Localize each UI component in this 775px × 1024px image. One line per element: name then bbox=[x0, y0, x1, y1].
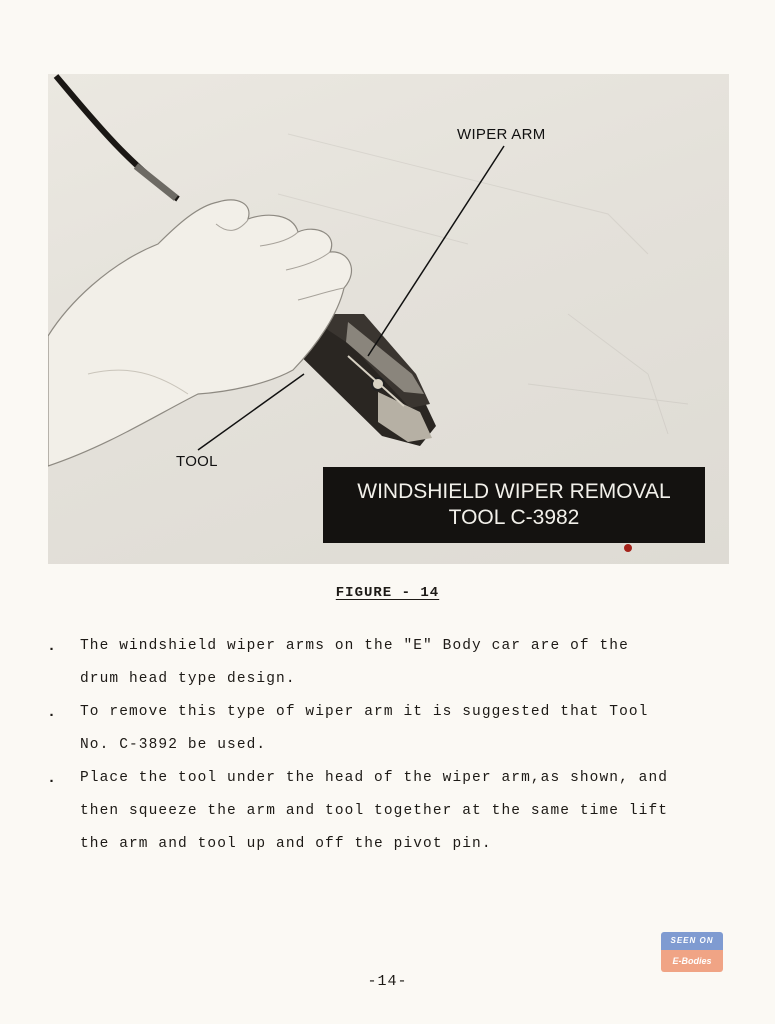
hand-shape bbox=[48, 200, 351, 466]
list-item bbox=[0, 630, 775, 696]
figure-label-text: FIGURE - 14 bbox=[335, 585, 440, 601]
list-item bbox=[0, 696, 775, 762]
caption-line-2: TOOL C-3982 bbox=[448, 506, 580, 529]
watermark-line-1: SEEN ON bbox=[661, 932, 723, 950]
figure-caption-box bbox=[323, 467, 705, 543]
wiper-arm-leader-line bbox=[368, 146, 504, 356]
list-item bbox=[0, 762, 775, 861]
instruction-list bbox=[0, 630, 775, 861]
list-item-line: drum head type design. bbox=[80, 671, 296, 687]
list-item-line: the arm and tool up and off the pivot pin. bbox=[80, 836, 492, 852]
list-item-line: The windshield wiper arms on the "E" Body car are of the bbox=[80, 638, 629, 654]
list-item-line: then squeeze the arm and tool together at the same time lift bbox=[80, 803, 669, 819]
page-number: -14- bbox=[367, 973, 408, 990]
figure-photo bbox=[48, 74, 729, 564]
list-item-line: Place the tool under the head of the wiper arm,as shown, and bbox=[80, 770, 669, 786]
bullet-marker: . bbox=[47, 638, 57, 655]
caption-line-1: WINDSHIELD WIPER REMOVAL bbox=[357, 480, 671, 503]
watermark-line-2: E-Bodies bbox=[661, 950, 723, 972]
bullet-marker: . bbox=[47, 704, 57, 721]
bullet-marker: . bbox=[47, 770, 57, 787]
list-item-line: To remove this type of wiper arm it is suggested that Tool bbox=[80, 704, 649, 720]
stain-mark bbox=[624, 544, 632, 552]
list-item-line: No. C-3892 be used. bbox=[80, 737, 267, 753]
figure-label bbox=[0, 585, 775, 601]
wiper-arm-callout: WIPER ARM bbox=[457, 126, 546, 143]
site-watermark-logo bbox=[661, 932, 723, 972]
tool-callout: TOOL bbox=[176, 453, 218, 470]
